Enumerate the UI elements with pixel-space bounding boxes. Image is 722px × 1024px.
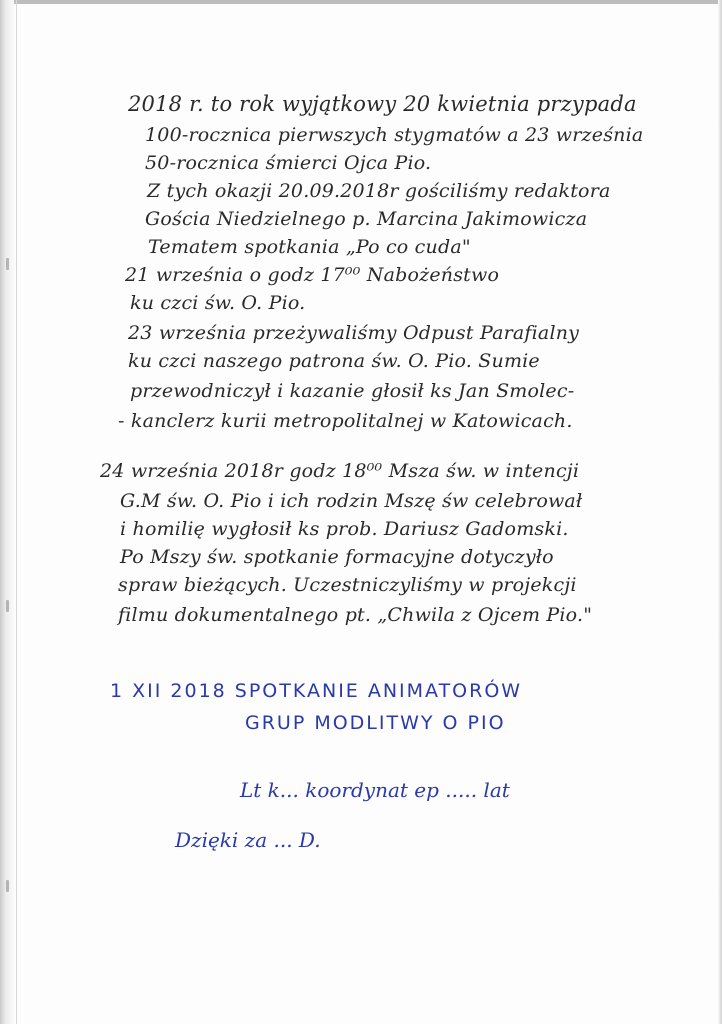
signature-line: Dzięki za ... D.	[175, 828, 321, 852]
handwritten-line: ku czci św. O. Pio.	[130, 292, 306, 314]
handwritten-line: filmu dokumentalnego pt. „Chwila z Ojcem Pio."	[118, 604, 593, 626]
handwritten-line: 24 września 2018r godz 18⁰⁰ Msza św. w intencji	[100, 460, 580, 482]
signature-line: Lt k... koordynat ep ..... lat	[240, 778, 510, 802]
handwritten-line: i homilię wygłosił ks prob. Dariusz Gadomski.	[120, 518, 569, 540]
handwritten-line: 23 września przeżywaliśmy Odpust Parafialny	[128, 322, 580, 344]
handwritten-line: Gościa Niedzielnego p. Marcina Jakimowicza	[145, 208, 588, 230]
handwritten-line: - kanclerz kurii metropolitalnej w Katowicach.	[118, 410, 573, 432]
handwritten-line: 50-rocznica śmierci Ojca Pio.	[145, 152, 432, 174]
handwritten-line: przewodniczył i kazanie głosił ks Jan Smolec-	[130, 380, 575, 402]
handwritten-line: Po Mszy św. spotkanie formacyjne dotyczyło	[120, 546, 554, 568]
blue-handwritten-line: 1 XII 2018 SPOTKANIE ANIMATORÓW	[110, 680, 523, 702]
page-fold-line	[16, 0, 17, 1024]
page-binding-edge	[0, 0, 14, 1024]
handwritten-line: G.M św. O. Pio i ich rodzin Mszę św celebrował	[120, 490, 583, 512]
binding-mark	[6, 600, 9, 612]
handwritten-line: 2018 r. to rok wyjątkowy 20 kwietnia przypada	[128, 92, 637, 116]
handwritten-line: Z tych okazji 20.09.2018r gościliśmy redaktora	[147, 180, 611, 202]
page-top-edge	[0, 0, 722, 4]
handwritten-line: 100-rocznica pierwszych stygmatów a 23 września	[145, 124, 644, 146]
binding-mark	[6, 258, 9, 270]
binding-mark	[6, 880, 9, 892]
handwritten-line: 21 września o godz 17⁰⁰ Nabożeństwo	[125, 264, 500, 286]
page-right-edge	[718, 0, 722, 1024]
handwritten-line: ku czci naszego patrona św. O. Pio. Sumie	[128, 350, 540, 372]
handwritten-line: Tematem spotkania „Po co cuda"	[148, 236, 471, 258]
blue-handwritten-line: GRUP MODLITWY O PIO	[245, 712, 506, 734]
handwritten-line: spraw bieżących. Uczestniczyliśmy w projekcji	[118, 574, 577, 596]
